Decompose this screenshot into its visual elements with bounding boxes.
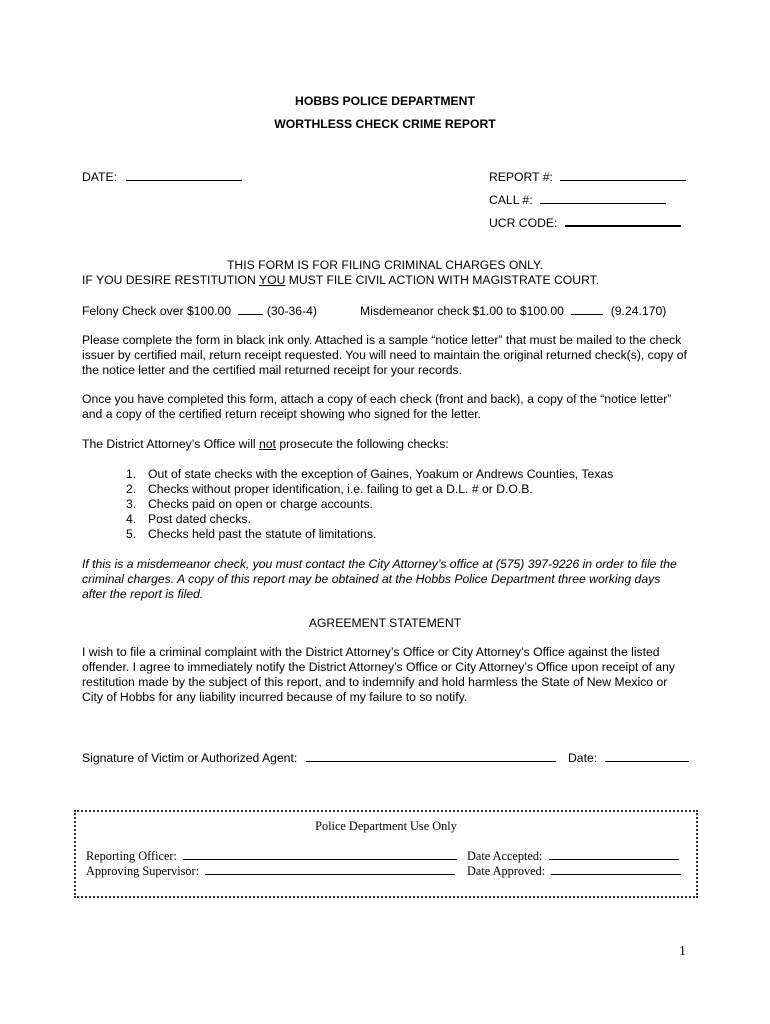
approving-supervisor-label: Approving Supervisor: [86, 864, 200, 878]
report-number-field[interactable] [489, 169, 686, 185]
date-label: DATE: [82, 170, 117, 184]
da-statement: The District Attorney’s Office will not prosecute the following checks: [82, 437, 449, 451]
attachments-paragraph: Once you have completed this form, attach a copy of each check (front and back), a copy of the “notice letter” and a copy of the certified return receipt showing who signed for the letter. [82, 392, 672, 421]
list-item: 4. Post dated checks. [126, 512, 251, 526]
reporting-officer-blank[interactable] [183, 848, 457, 860]
misdemeanor-check-blank[interactable] [571, 303, 603, 315]
call-number-blank[interactable] [540, 192, 666, 204]
signature-date-blank[interactable] [605, 750, 689, 762]
notice-line-2: IF YOU DESIRE RESTITUTION YOU MUST FILE CIVIL ACTION WITH MAGISTRATE COURT. [82, 273, 600, 287]
date-accepted-field[interactable] [467, 848, 679, 864]
signature-date-field[interactable] [568, 750, 689, 766]
department-name: HOBBS POLICE DEPARTMENT [295, 94, 475, 108]
ucr-code-field[interactable] [489, 214, 681, 231]
instructions-paragraph: Please complete the form in black ink only. Attached is a sample “notice letter” that must be mailed to the check issuer by certified mail, return receipt requested. You will need to maintain the original returned check(s), copy of the notice letter and the certified mail returned receipt for your records. [82, 333, 687, 377]
list-item: 5. Checks held past the statute of limitations. [126, 527, 377, 541]
form-title: WORTHLESS CHECK CRIME REPORT [274, 117, 496, 131]
report-number-blank[interactable] [560, 169, 686, 181]
reporting-officer-label: Reporting Officer: [86, 849, 177, 863]
page-number: 1 [679, 944, 686, 959]
da-emphasis: not [259, 437, 276, 451]
date-accepted-blank[interactable] [549, 848, 679, 860]
office-use-title: Police Department Use Only [315, 819, 457, 833]
felony-check-label: Felony Check over $100.00 [82, 304, 232, 318]
notice-emphasis: YOU [258, 273, 286, 287]
date-field[interactable] [82, 169, 242, 185]
misdemeanor-check-option[interactable] [360, 303, 666, 319]
report-number-label: REPORT #: [489, 170, 553, 184]
notice-line-1: THIS FORM IS FOR FILING CRIMINAL CHARGES ONLY. [226, 258, 543, 272]
misdemeanor-check-label: Misdemeanor check $1.00 to $100.00 [360, 304, 564, 318]
date-blank[interactable] [126, 169, 242, 181]
date-approved-field[interactable] [467, 863, 681, 879]
date-approved-label: Date Approved: [467, 864, 546, 878]
agreement-text: I wish to file a criminal complaint with the District Attorney’s Office or City Attorney’s Office against the listed offender. I agree to immediately notify the District Attorney’s Office or City Attorney’s Office upon receipt of any restitution made by the subject of this report, and to indemnify and hold harmless the State of New Mexico or City of Hobbs for any liability incurred because of my failure to so notify. [82, 645, 675, 704]
misdemeanor-check-code: (9.24.170) [610, 304, 667, 318]
exclusions-list [126, 467, 613, 542]
signature-blank[interactable] [306, 750, 556, 762]
approving-supervisor-blank[interactable] [205, 863, 455, 875]
misdemeanor-note: If this is a misdemeanor check, you must contact the City Attorney’s office at (575) 397-9226 in order to file the criminal charges. A copy of this report may be obtained at the Hobbs Police Department three working days after the report is filed. [82, 557, 677, 601]
agreement-heading: AGREEMENT STATEMENT [308, 616, 462, 630]
signature-label: Signature of Victim or Authorized Agent: [82, 751, 298, 765]
felony-check-code: (30-36-4) [266, 304, 317, 318]
felony-check-blank[interactable] [238, 303, 263, 315]
felony-check-option[interactable] [82, 303, 317, 319]
list-item: 1. Out of state checks with the exception of Gaines, Yoakum or Andrews Counties, Texas [126, 467, 614, 481]
list-item: 2. Checks without proper identification, i.e. failing to get a D.L. # or D.O.B. [126, 482, 533, 496]
signature-date-label: Date: [568, 751, 598, 765]
approving-supervisor-field[interactable] [86, 863, 455, 879]
ucr-code-blank[interactable] [565, 214, 681, 227]
call-number-label: CALL #: [489, 193, 533, 207]
date-approved-blank[interactable] [551, 863, 681, 875]
call-number-field[interactable] [489, 192, 666, 208]
ucr-code-label: UCR CODE: [489, 216, 558, 230]
signature-field[interactable] [82, 750, 556, 766]
list-item: 3. Checks paid on open or charge accounts. [126, 497, 373, 511]
reporting-officer-field[interactable] [86, 848, 457, 864]
date-accepted-label: Date Accepted: [467, 849, 543, 863]
